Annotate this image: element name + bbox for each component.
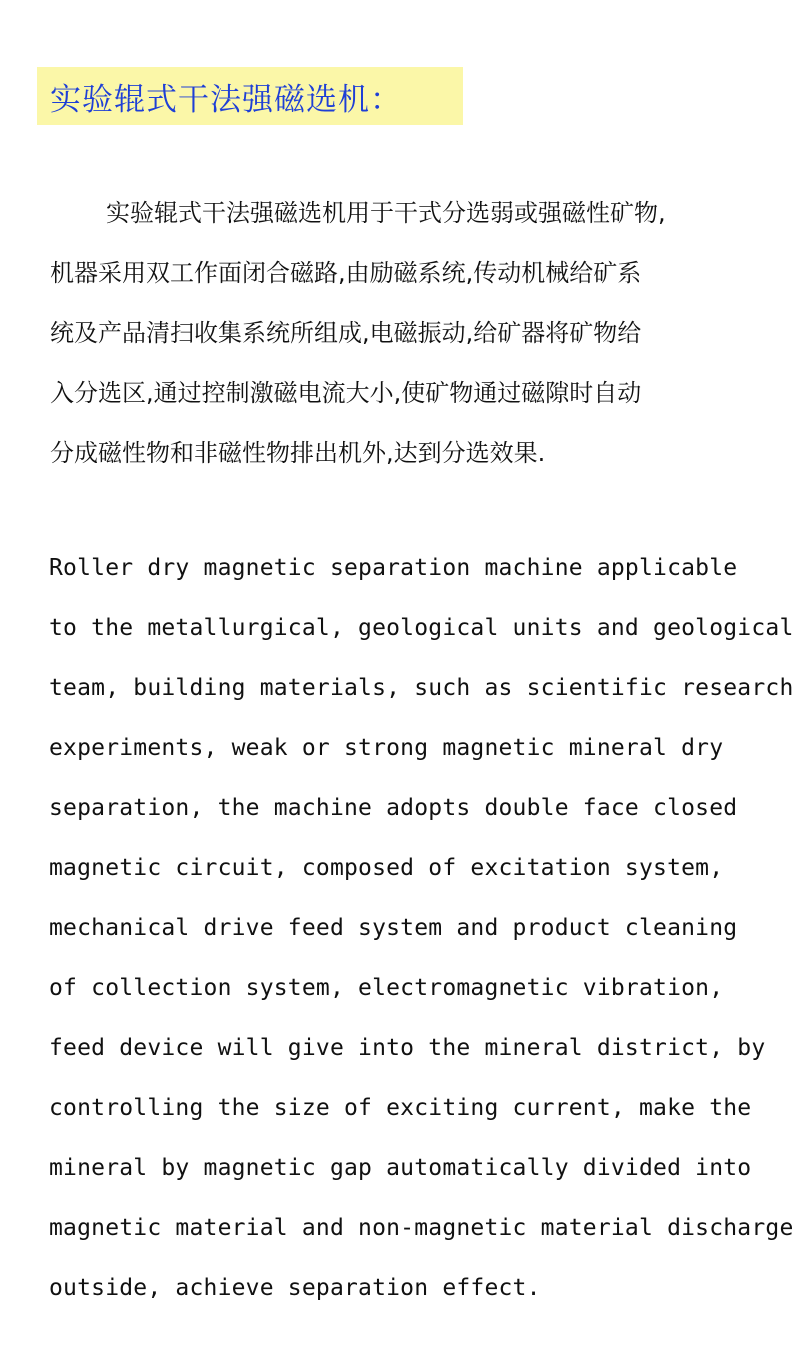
english-line: to the metallurgical, geological units and geological	[49, 615, 794, 641]
chinese-line: 入分选区,通过控制激磁电流大小,使矿物通过磁隙时自动	[50, 379, 642, 407]
english-line: magnetic material and non-magnetic material discharge	[49, 1215, 794, 1241]
english-line: mineral by magnetic gap automatically divided into	[49, 1155, 752, 1181]
page-title: 实验辊式干法强磁选机：	[50, 81, 402, 118]
chinese-line: 统及产品清扫收集系统所组成,电磁振动,给矿器将矿物给	[50, 319, 642, 347]
english-line: team, building materials, such as scientific research	[49, 675, 794, 701]
chinese-line: 分成磁性物和非磁性物排出机外,达到分选效果.	[50, 439, 546, 467]
chinese-line: 实验辊式干法强磁选机用于干式分选弱或强磁性矿物,	[106, 199, 666, 227]
title-banner	[37, 67, 463, 125]
english-line: magnetic circuit, composed of excitation system,	[49, 855, 724, 881]
chinese-line: 机器采用双工作面闭合磁路,由励磁系统,传动机械给矿系	[50, 259, 642, 287]
english-line: of collection system, electromagnetic vibration,	[49, 975, 724, 1001]
english-line: outside, achieve separation effect.	[49, 1275, 541, 1301]
english-description	[49, 538, 799, 1318]
english-line: separation, the machine adopts double face closed	[49, 795, 738, 821]
english-line: experiments, weak or strong magnetic mineral dry	[49, 735, 724, 761]
english-line: feed device will give into the mineral district, by	[49, 1035, 766, 1061]
english-line: controlling the size of exciting current, make the	[49, 1095, 752, 1121]
chinese-description	[50, 183, 770, 483]
english-line: mechanical drive feed system and product cleaning	[49, 915, 738, 941]
english-line: Roller dry magnetic separation machine applicable	[49, 555, 738, 581]
